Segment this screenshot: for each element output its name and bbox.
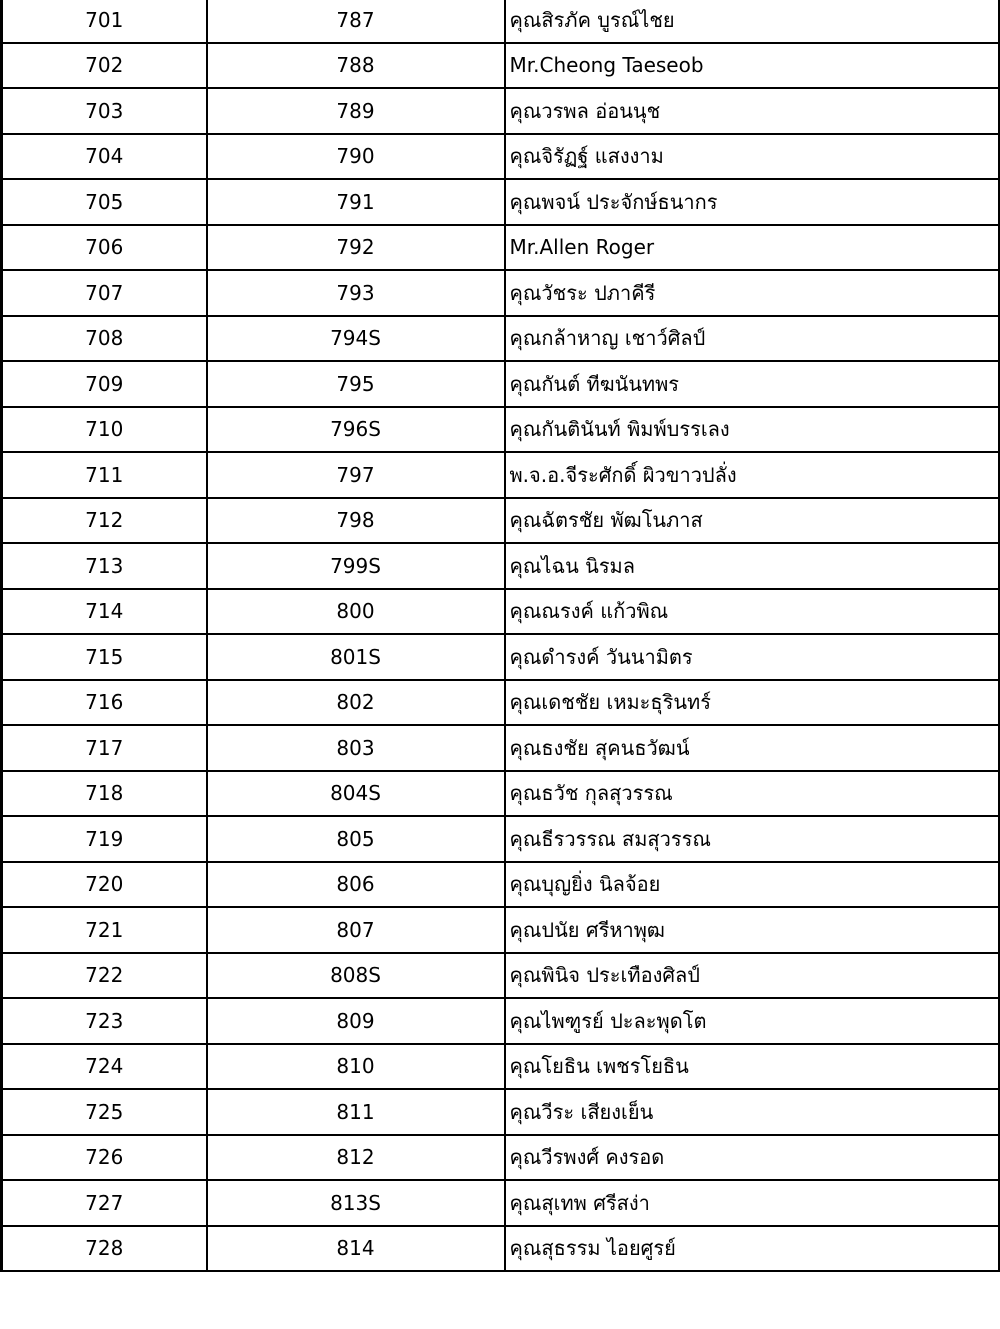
row-number-cell: 717 bbox=[2, 725, 207, 771]
row-number-cell: 726 bbox=[2, 1135, 207, 1181]
table-row bbox=[2, 361, 1000, 407]
table-row bbox=[2, 680, 1000, 726]
row-number-cell: 704 bbox=[2, 134, 207, 180]
row-number-cell: 711 bbox=[2, 452, 207, 498]
table-row bbox=[2, 179, 1000, 225]
member-code-cell: 794S bbox=[207, 316, 505, 362]
member-code-cell: 787 bbox=[207, 0, 505, 43]
member-name-cell: Mr.Allen Roger bbox=[505, 225, 1000, 271]
member-name-cell: คุณธงชัย สุคนธวัฒน์ bbox=[505, 725, 1000, 771]
row-number-cell: 727 bbox=[2, 1180, 207, 1226]
table-row bbox=[2, 452, 1000, 498]
table-row bbox=[2, 1180, 1000, 1226]
member-code-cell: 802 bbox=[207, 680, 505, 726]
row-number-cell: 716 bbox=[2, 680, 207, 726]
member-name-cell: คุณไพฑูรย์ ปะละพุดโต bbox=[505, 998, 1000, 1044]
table-row bbox=[2, 1226, 1000, 1272]
member-name-cell: คุณวีรพงศ์ คงรอด bbox=[505, 1135, 1000, 1181]
table-row bbox=[2, 862, 1000, 908]
member-table-body bbox=[2, 0, 1000, 1271]
table-row bbox=[2, 907, 1000, 953]
member-code-cell: 814 bbox=[207, 1226, 505, 1272]
table-row bbox=[2, 543, 1000, 589]
member-code-cell: 791 bbox=[207, 179, 505, 225]
table-row bbox=[2, 589, 1000, 635]
table-row bbox=[2, 634, 1000, 680]
member-code-cell: 797 bbox=[207, 452, 505, 498]
row-number-cell: 719 bbox=[2, 816, 207, 862]
table-row bbox=[2, 270, 1000, 316]
member-code-cell: 811 bbox=[207, 1089, 505, 1135]
member-name-cell: คุณณรงค์ แก้วพิณ bbox=[505, 589, 1000, 635]
row-number-cell: 724 bbox=[2, 1044, 207, 1090]
row-number-cell: 715 bbox=[2, 634, 207, 680]
member-code-cell: 788 bbox=[207, 43, 505, 89]
row-number-cell: 707 bbox=[2, 270, 207, 316]
row-number-cell: 703 bbox=[2, 88, 207, 134]
member-name-cell: คุณกันตินันท์ พิมพ์บรรเลง bbox=[505, 407, 1000, 453]
member-code-cell: 795 bbox=[207, 361, 505, 407]
member-code-cell: 792 bbox=[207, 225, 505, 271]
member-code-cell: 798 bbox=[207, 498, 505, 544]
member-code-cell: 801S bbox=[207, 634, 505, 680]
member-name-cell: คุณพจน์ ประจักษ์ธนากร bbox=[505, 179, 1000, 225]
table-row bbox=[2, 725, 1000, 771]
row-number-cell: 708 bbox=[2, 316, 207, 362]
table-row bbox=[2, 88, 1000, 134]
member-name-cell: คุณฉัตรชัย พัฒโนภาส bbox=[505, 498, 1000, 544]
table-row bbox=[2, 407, 1000, 453]
member-name-cell: คุณกันต์ ทีฆนันทพร bbox=[505, 361, 1000, 407]
member-code-cell: 806 bbox=[207, 862, 505, 908]
table-row bbox=[2, 43, 1000, 89]
row-number-cell: 709 bbox=[2, 361, 207, 407]
member-code-cell: 803 bbox=[207, 725, 505, 771]
member-code-cell: 796S bbox=[207, 407, 505, 453]
table-row bbox=[2, 1044, 1000, 1090]
row-number-cell: 722 bbox=[2, 953, 207, 999]
table-row bbox=[2, 998, 1000, 1044]
row-number-cell: 728 bbox=[2, 1226, 207, 1272]
table-row bbox=[2, 498, 1000, 544]
member-name-cell: คุณวรพล อ่อนนุช bbox=[505, 88, 1000, 134]
member-code-cell: 813S bbox=[207, 1180, 505, 1226]
row-number-cell: 713 bbox=[2, 543, 207, 589]
member-name-cell: คุณสุเทพ ศรีสง่า bbox=[505, 1180, 1000, 1226]
member-name-cell: คุณบุญยิ่ง นิลจ้อย bbox=[505, 862, 1000, 908]
row-number-cell: 710 bbox=[2, 407, 207, 453]
member-name-cell: คุณสิรภัค บูรณ์ไชย bbox=[505, 0, 1000, 43]
member-name-cell: คุณธีรวรรณ สมสุวรรณ bbox=[505, 816, 1000, 862]
member-code-cell: 809 bbox=[207, 998, 505, 1044]
table-row bbox=[2, 1135, 1000, 1181]
row-number-cell: 721 bbox=[2, 907, 207, 953]
member-name-cell: คุณพินิจ ประเทืองศิลป์ bbox=[505, 953, 1000, 999]
row-number-cell: 720 bbox=[2, 862, 207, 908]
row-number-cell: 712 bbox=[2, 498, 207, 544]
member-name-cell: คุณจิรัฏฐ์ แสงงาม bbox=[505, 134, 1000, 180]
member-code-cell: 808S bbox=[207, 953, 505, 999]
table-row bbox=[2, 953, 1000, 999]
member-name-cell: คุณวัชระ ปภาคีรี bbox=[505, 270, 1000, 316]
member-code-cell: 800 bbox=[207, 589, 505, 635]
member-code-cell: 790 bbox=[207, 134, 505, 180]
member-name-cell: Mr.Cheong Taeseob bbox=[505, 43, 1000, 89]
member-name-cell: คุณเดชชัย เหมะธุรินทร์ bbox=[505, 680, 1000, 726]
member-name-cell: คุณสุธรรม ไอยศูรย์ bbox=[505, 1226, 1000, 1272]
member-code-cell: 799S bbox=[207, 543, 505, 589]
table-row bbox=[2, 316, 1000, 362]
member-code-cell: 793 bbox=[207, 270, 505, 316]
table-row bbox=[2, 816, 1000, 862]
member-name-cell: คุณดำรงค์ วันนามิตร bbox=[505, 634, 1000, 680]
table-row bbox=[2, 771, 1000, 817]
member-code-cell: 789 bbox=[207, 88, 505, 134]
row-number-cell: 701 bbox=[2, 0, 207, 43]
member-name-cell: คุณโยธิน เพชรโยธิน bbox=[505, 1044, 1000, 1090]
member-name-cell: คุณกล้าหาญ เชาว์ศิลป์ bbox=[505, 316, 1000, 362]
member-code-cell: 807 bbox=[207, 907, 505, 953]
row-number-cell: 723 bbox=[2, 998, 207, 1044]
row-number-cell: 705 bbox=[2, 179, 207, 225]
member-name-cell: คุณวีระ เสียงเย็น bbox=[505, 1089, 1000, 1135]
row-number-cell: 718 bbox=[2, 771, 207, 817]
member-code-cell: 810 bbox=[207, 1044, 505, 1090]
row-number-cell: 706 bbox=[2, 225, 207, 271]
member-name-cell: พ.จ.อ.จีระศักดิ์ ผิวขาวปลั่ง bbox=[505, 452, 1000, 498]
table-row bbox=[2, 1089, 1000, 1135]
row-number-cell: 702 bbox=[2, 43, 207, 89]
member-name-cell: คุณปนัย ศรีหาพุฒ bbox=[505, 907, 1000, 953]
row-number-cell: 714 bbox=[2, 589, 207, 635]
table-row bbox=[2, 134, 1000, 180]
table-row bbox=[2, 225, 1000, 271]
member-name-cell: คุณธวัช กุลสุวรรณ bbox=[505, 771, 1000, 817]
member-name-cell: คุณไฉน นิรมล bbox=[505, 543, 1000, 589]
member-code-cell: 804S bbox=[207, 771, 505, 817]
table-row bbox=[2, 0, 1000, 43]
member-code-cell: 805 bbox=[207, 816, 505, 862]
row-number-cell: 725 bbox=[2, 1089, 207, 1135]
member-code-cell: 812 bbox=[207, 1135, 505, 1181]
